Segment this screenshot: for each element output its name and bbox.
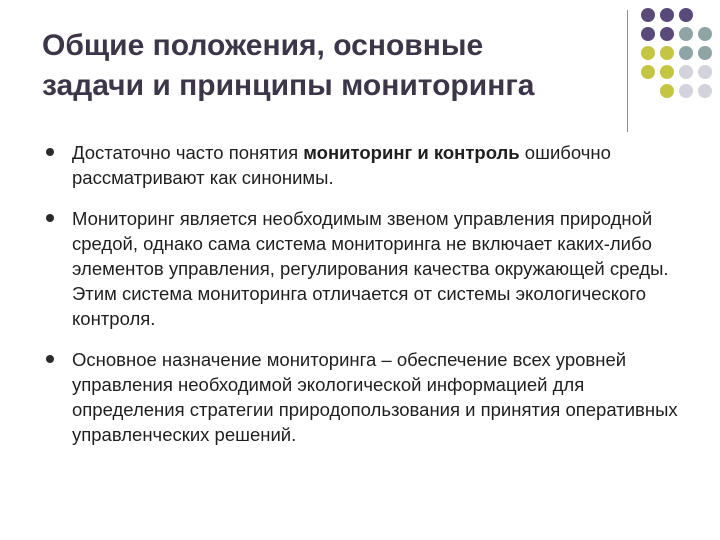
decor-dot — [641, 8, 655, 22]
title-line-1: Общие положения, основные — [42, 29, 484, 62]
bullet-bold-phrase: мониторинг и контроль — [303, 142, 520, 163]
bullet-item — [46, 140, 686, 190]
decor-dot — [679, 27, 693, 41]
bullet-item — [46, 206, 686, 331]
bullet-marker — [46, 355, 54, 363]
bullet-marker — [46, 148, 54, 156]
bullet-text: Достаточно часто понятия мониторинг и контроль ошибочно рассматривают как синонимы. — [72, 142, 611, 188]
decor-dot — [679, 8, 693, 22]
decor-dot — [641, 46, 655, 60]
decor-dot — [641, 65, 655, 79]
bullet-marker — [46, 214, 54, 222]
decor-dot — [679, 65, 693, 79]
bullet-list — [46, 140, 686, 463]
decor-dot — [660, 8, 674, 22]
title-line-2: задачи и принципы мониторинга — [42, 69, 535, 102]
decor-dot — [660, 46, 674, 60]
decor-dot — [679, 84, 693, 98]
decor-dot — [698, 46, 712, 60]
decor-dot — [698, 84, 712, 98]
decor-dot — [679, 46, 693, 60]
title-divider — [627, 10, 628, 132]
decor-dot — [641, 27, 655, 41]
bullet-text: Основное назначение мониторинга – обеспечение всех уровней управления необходимой экологической информацией для определения стратегии природопользования и принятия оперативных управленческих решений. — [72, 349, 678, 445]
decor-dot — [660, 84, 674, 98]
decor-dot — [698, 65, 712, 79]
bullet-text: Мониторинг является необходимым звеном управления природной средой, однако сама система мониторинга не включает каких-либо элементов управления, регулирования качества окружающей среды. Этим система мониторинга отличается от системы экологического контроля. — [72, 208, 669, 329]
slide-title — [42, 26, 622, 106]
bullet-item — [46, 347, 686, 447]
decor-dot — [660, 65, 674, 79]
decor-dot — [660, 27, 674, 41]
decor-dot — [698, 27, 712, 41]
